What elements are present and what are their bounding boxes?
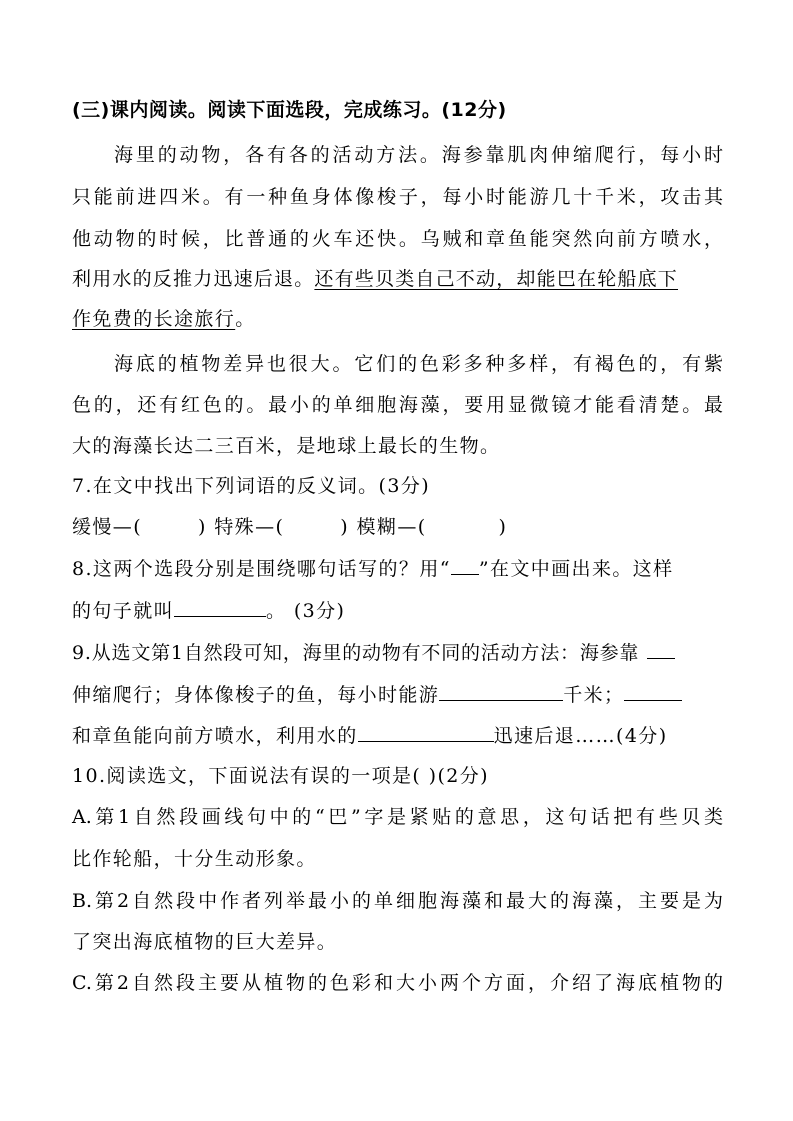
underlined-sentence-part2: 作免费的长途旅行 [72,308,236,330]
passage-p1-line4 [72,267,723,291]
option-b-line2: 了突出海底植物的巨大差异。 [72,931,338,953]
question-8-line2 [72,598,723,623]
q7-antonym-2: ) 特殊—( [198,516,285,538]
q9-text-c: 千米； [563,684,625,706]
passage-p2-line2: 色的，还有红色的。最小的单细胞海藻，要用显微镜才能看清楚。最 [72,394,723,416]
section-heading: (三)课内阅读。阅读下面选段，完成练习。(12分) [72,99,507,121]
q9-text-b: 伸缩爬行；身体像梭子的鱼，每小时能游 [72,684,440,706]
option-b-line1: B.第2自然段中作者列举最小的单细胞海藻和最大的海藻，主要是为 [72,890,723,912]
q9-answer-blank-2[interactable] [439,682,563,701]
question-10-stem: 10.阅读选文，下面说法有误的一项是( )(2分) [72,765,489,787]
option-c-line1: C.第2自然段主要从植物的色彩和大小两个方面，介绍了海底植物的 [72,972,723,994]
q8-answer-blank[interactable] [174,598,266,617]
question-9-line1 [72,640,723,665]
question-9-line3 [72,723,723,748]
passage-p1-line5-end: 。 [235,308,256,330]
passage-p1-line4-plain: 利用水的反推力迅速后退。 [72,268,315,290]
q9-answer-blank-1[interactable] [647,640,675,659]
passage-p2-line3: 大的海藻长达二三百米，是地球上最长的生物。 [72,435,501,457]
question-9-line2 [72,682,723,707]
option-a-line2: 比作轮船，十分生动形象。 [72,848,317,870]
q9-text-e: 迅速后退……(4分) [493,725,668,747]
q7-antonym-1: 缓慢—( [72,516,143,538]
q8-text-d: 。 (3分) [266,600,346,622]
q7-antonym-3: ) 模糊—( [340,516,427,538]
passage-p1-line2: 只能前进四米。有一种鱼身体像梭子，每小时能游几十千米，攻击其 [72,186,723,208]
q9-text-d: 和章鱼能向前方喷水，利用水的 [72,725,358,747]
q8-text-c: 的句子就叫 [72,600,175,622]
passage-p2-line1: 海底的植物差异也很大。它们的色彩多种多样，有褐色的，有紫 [114,353,723,375]
question-8-line1 [72,556,723,581]
q8-text-a: 8.这两个选段分别是围绕哪句话写的？用“ [72,558,451,580]
underlined-sentence-part1: 还有些贝类自己不动，却能巴在轮船底下 [314,268,679,290]
q8-underline-sample [451,556,479,575]
q7-close-paren: ) [498,516,508,538]
option-a-line1: A.第1自然段画线句中的“巴”字是紧贴的意思，这句话把有些贝类 [72,806,723,828]
question-7-stem: 7.在文中找出下列词语的反义词。(3分) [72,475,431,497]
passage-p1-line3: 他动物的时候，比普通的火车还快。乌贼和章鱼能突然向前方喷水， [72,228,723,250]
question-7-items [72,515,723,539]
q9-answer-blank-4[interactable] [358,723,494,742]
passage-p1-line1: 海里的动物，各有各的活动方法。海参靠肌肉伸缩爬行，每小时 [114,144,723,166]
passage-p1-line5 [72,307,723,331]
q8-text-b: ”在文中画出来。这样 [478,558,674,580]
q9-answer-blank-3[interactable] [624,682,682,701]
q9-text-a: 9.从选文第1自然段可知，海里的动物有不同的活动方法：海参靠 [72,642,640,664]
